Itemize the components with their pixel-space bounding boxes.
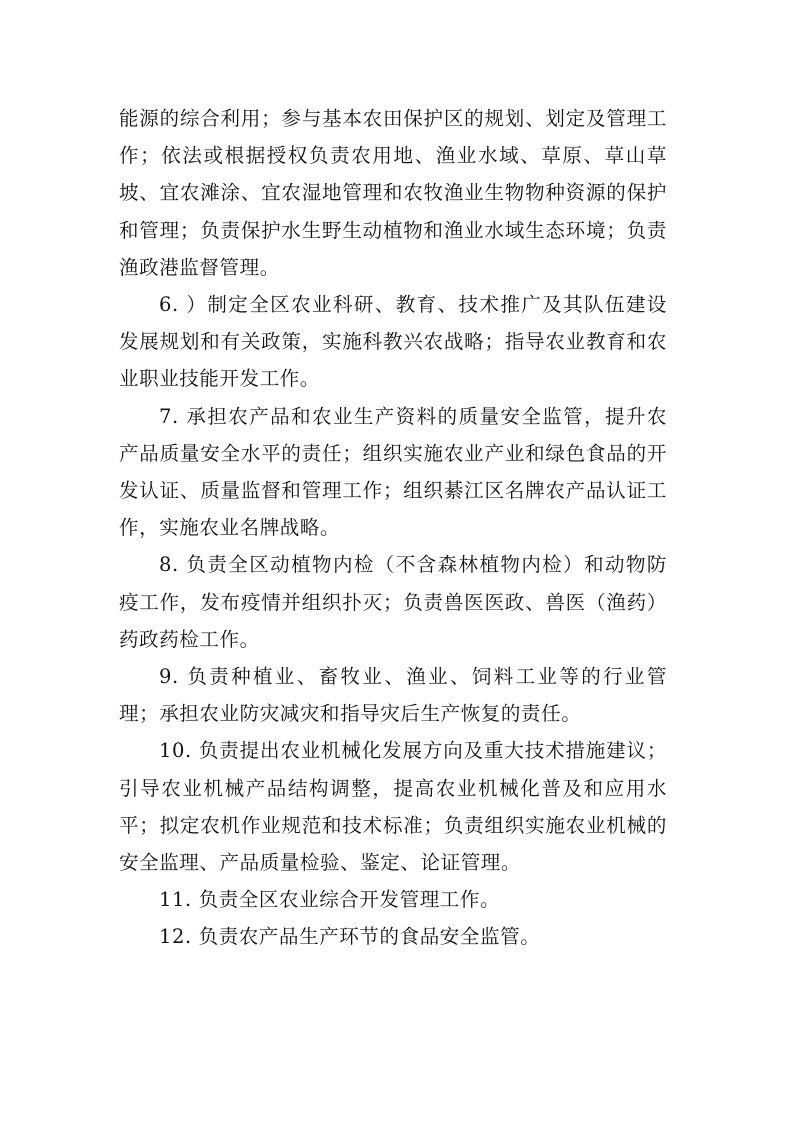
paragraph-item-9: 9. 负责种植业、畜牧业、渔业、饲料工业等的行业管理；承担农业防灾减灾和指导灾后生产恢复的责任。 — [119, 665, 667, 726]
paragraph-item-10: 10. 负责提出农业机械化发展方向及重大技术措施建议；引导农业机械产品结构调整，提高农业机械化普及和应用水平；拟定农机作业规范和技术标准；负责组织实施农业机械的安全监理、产品质量检验、鉴定、论证管理。 — [119, 739, 667, 875]
paragraph-item-6: 6. ）制定全区农业科研、教育、技术推广及其队伍建设发展规划和有关政策，实施科教兴农战略；指导农业教育和农业职业技能开发工作。 — [119, 293, 667, 391]
paragraph-item-7: 7. 承担农产品和农业生产资料的质量安全监管，提升农产品质量安全水平的责任；组织实施农业产业和绿色食品的开发认证、质量监督和管理工作；组织綦江区名牌农产品认证工作，实施农业名牌战略。 — [119, 404, 667, 540]
paragraph-continued: 能源的综合利用；参与基本农田保护区的规划、划定及管理工作；依法或根据授权负责农用地、渔业水域、草原、草山草坡、宜农滩涂、宜农湿地管理和农牧渔业生物物种资源的保护和管理；负责保护水生野生动植物和渔业水域生态环境；负责渔政港监督管理。 — [119, 107, 667, 279]
paragraph-item-12: 12. 负责农产品生产环节的食品安全监管。 — [159, 925, 541, 949]
paragraph-item-11: 11. 负责全区农业综合开发管理工作。 — [159, 888, 501, 912]
document-body — [119, 100, 667, 956]
paragraph-item-8: 8. 负责全区动植物内检（不含森林植物内检）和动物防疫工作，发布疫情并组织扑灭；负责兽医医政、兽医（渔药）药政药检工作。 — [119, 553, 667, 651]
